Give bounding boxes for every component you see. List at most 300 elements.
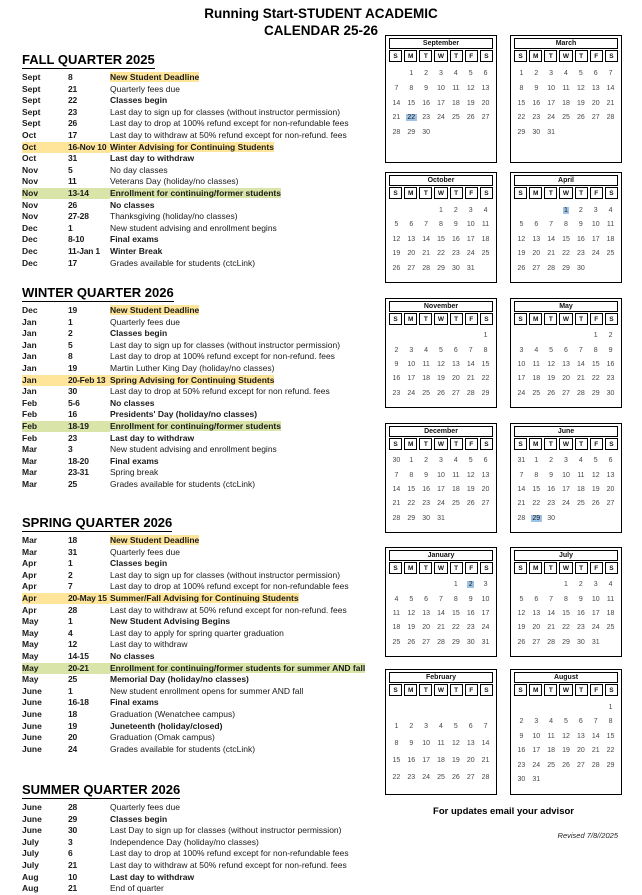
calendar-day-number: 9 — [519, 732, 524, 740]
calendar-day-cell — [404, 457, 419, 465]
calendar-day-cell — [514, 129, 529, 137]
calendar-day-number: 22 — [437, 250, 445, 257]
calendar-day-cell — [514, 776, 529, 784]
calendar-day-number: 13 — [481, 84, 490, 92]
calendar-week-row — [389, 624, 493, 632]
event-month — [22, 686, 68, 698]
event-description — [110, 142, 380, 154]
calendar-day-cell — [544, 762, 559, 770]
calendar-day-number: 29 — [407, 129, 416, 137]
calendar-week-row — [514, 581, 618, 589]
event-date — [68, 616, 110, 628]
calendar-day-number: 11 — [562, 84, 570, 92]
calendar-day-number: 13 — [562, 360, 570, 368]
calendar-day-number: 11 — [452, 471, 460, 479]
calendar-day-header: S — [514, 562, 527, 574]
calendar-day-cell — [478, 457, 493, 465]
calendar-day-number: 30 — [576, 638, 585, 646]
event-month-text: Feb — [22, 432, 38, 443]
event-date — [68, 153, 110, 165]
event-row — [22, 814, 380, 826]
calendar-day-cell — [419, 472, 434, 480]
calendar-day-cell — [603, 515, 618, 523]
calendar-day-number: 6 — [534, 595, 539, 603]
event-date — [68, 258, 110, 270]
calendar-day-number: 16 — [451, 235, 460, 243]
calendar-day-cell — [588, 375, 603, 383]
calendar-day-number: 29 — [562, 638, 570, 646]
calendar-day-number: 4 — [608, 206, 613, 214]
calendar-day-number: 17 — [547, 99, 556, 107]
event-description — [110, 176, 380, 188]
calendar-day-cell — [514, 610, 529, 618]
calendar-day-cell — [514, 85, 529, 93]
calendar-month-title: December — [389, 426, 493, 437]
calendar-day-cell — [463, 723, 478, 731]
calendar-day-cell — [603, 747, 618, 755]
event-month — [22, 328, 68, 340]
calendar-day-cell — [514, 472, 529, 480]
event-description-text: Quarterly fees due — [110, 83, 180, 94]
calendar-day-cell — [419, 144, 434, 152]
calendar-day-cell — [544, 390, 559, 398]
calendar-day-cell — [389, 723, 404, 731]
calendar-day-cell — [478, 129, 493, 137]
calendar-day-number: 24 — [437, 114, 445, 122]
event-description — [110, 200, 380, 212]
calendar-month-title: November — [389, 301, 493, 312]
calendar-day-cell — [544, 733, 559, 741]
calendar-day-cell — [389, 221, 404, 229]
calendar-day-number: 9 — [549, 471, 554, 479]
calendar-month-title: September — [389, 38, 493, 49]
event-row — [22, 697, 380, 709]
event-description-text: Last day to withdraw — [110, 432, 195, 443]
event-date — [68, 663, 110, 675]
calendar-day-cell — [448, 221, 463, 229]
event-date-text: 16-Nov 10 — [68, 142, 110, 154]
calendar-day-cell — [389, 757, 404, 765]
event-description-text: Grades available for students (ctcLink) — [110, 743, 256, 754]
calendar-day-number: 15 — [437, 235, 445, 243]
calendar-day-cell — [559, 733, 574, 741]
event-month-text: Nov — [22, 188, 68, 200]
calendar-day-cell — [478, 144, 493, 152]
event-description-text: Graduation (Wenatchee campus) — [110, 708, 236, 719]
calendar-day-cell — [514, 375, 529, 383]
event-row — [22, 234, 380, 246]
event-description — [110, 375, 380, 387]
calendar-day-header: T — [544, 187, 557, 199]
calendar-day-cell — [448, 486, 463, 494]
event-month-text: July — [22, 859, 40, 870]
event-row — [22, 837, 380, 849]
calendar-day-number: 16 — [576, 235, 585, 243]
event-list — [22, 535, 380, 755]
calendar-day-cell — [573, 361, 588, 369]
calendar-day-number: 25 — [606, 250, 615, 257]
event-row — [22, 223, 380, 235]
event-date — [68, 200, 110, 212]
calendar-day-cell — [389, 486, 404, 494]
calendar-week-row — [514, 762, 618, 770]
calendar-weeks — [514, 697, 618, 791]
calendar-week-row — [389, 706, 493, 714]
event-month — [22, 825, 68, 837]
calendar-day-number: 15 — [562, 235, 570, 243]
calendar-day-header: T — [419, 438, 432, 450]
calendar-day-cell — [573, 747, 588, 755]
calendar-day-cell — [448, 375, 463, 383]
event-date — [68, 456, 110, 468]
event-description-text: Last day to drop at 50% refund except for non refund. fees — [110, 386, 330, 397]
event-date-text: 20-21 — [68, 663, 110, 675]
event-date-text: 21 — [68, 883, 78, 894]
calendar-day-number: 8 — [608, 718, 613, 726]
calendar-week-row — [514, 347, 618, 355]
event-month-text: Apr — [22, 569, 37, 580]
calendar-day-cell — [588, 207, 603, 215]
calendar-week-row — [389, 332, 493, 340]
event-date — [68, 651, 110, 663]
calendar-day-number: 31 — [532, 776, 541, 784]
calendar-day-number: 7 — [468, 346, 473, 354]
calendar-day-number: 30 — [422, 129, 431, 137]
calendar-day-number: 5 — [578, 69, 583, 77]
calendar-day-header: M — [529, 684, 542, 696]
calendar-day-cell — [529, 581, 544, 589]
calendar-day-number: 7 — [394, 84, 399, 92]
event-date-text: 19 — [68, 720, 78, 731]
calendar-month-title: January — [389, 550, 493, 561]
calendar-day-cell — [559, 129, 574, 137]
calendar-day-cell — [529, 85, 544, 93]
calendar-day-cell — [559, 486, 574, 494]
calendar-day-number: 28 — [392, 129, 401, 137]
calendar-day-number: 21 — [422, 250, 431, 257]
calendar-day-number: 3 — [593, 581, 598, 589]
calendar-day-header: W — [559, 313, 572, 325]
event-month-text: Apr — [22, 604, 37, 615]
calendar-day-cell — [514, 144, 529, 152]
calendar-day-cell — [434, 624, 449, 632]
calendar-day-number: 15 — [407, 485, 416, 493]
calendar-day-number: 27 — [481, 114, 490, 122]
calendar-day-number: 22 — [562, 624, 570, 632]
event-row — [22, 848, 380, 860]
event-row — [22, 72, 380, 84]
calendar-day-header: W — [434, 187, 447, 199]
calendar-weeks — [389, 200, 493, 279]
calendar-day-number: 22 — [481, 375, 490, 383]
calendar-day-cell — [603, 361, 618, 369]
calendar-day-cell — [478, 706, 493, 714]
calendar-day-cell — [419, 114, 434, 122]
calendar-day-number: 5 — [394, 221, 399, 228]
calendar-day-cell — [389, 639, 404, 647]
calendar-day-cell — [404, 757, 419, 765]
calendar-day-number: 26 — [466, 114, 475, 122]
page-title — [0, 5, 642, 39]
calendar-day-cell — [573, 100, 588, 108]
event-description-text: No classes — [110, 397, 155, 408]
calendar-day-header: W — [559, 562, 572, 574]
calendar-day-number: 14 — [591, 732, 600, 740]
calendar-day-cell — [478, 265, 493, 273]
calendar-week-row — [514, 70, 618, 78]
event-month-text: Mar — [22, 444, 38, 455]
calendar-day-cell — [544, 361, 559, 369]
calendar-day-cell — [514, 70, 529, 78]
event-row — [22, 479, 380, 491]
event-month-text: July — [22, 848, 40, 859]
calendar-day-header: T — [575, 684, 588, 696]
calendar-day-number: 23 — [532, 114, 541, 122]
calendar-day-cell — [573, 472, 588, 480]
calendar-day-cell — [389, 361, 404, 369]
calendar-day-cell — [529, 250, 544, 258]
event-description-text: New Student Deadline — [110, 535, 200, 545]
calendar-day-number: 6 — [534, 221, 539, 228]
calendar-day-cell — [529, 221, 544, 229]
calendar-day-cell — [448, 144, 463, 152]
event-month-text: May — [22, 650, 39, 661]
event-description — [110, 686, 380, 698]
calendar-day-cell — [603, 718, 618, 726]
calendar-day-cell — [544, 718, 559, 726]
calendar-day-header: S — [605, 562, 618, 574]
calendar-day-number: 3 — [564, 457, 568, 465]
calendar-day-number: 28 — [481, 774, 490, 781]
calendar-day-cell — [588, 762, 603, 770]
calendar-day-header: F — [465, 187, 478, 199]
calendar-month-title: February — [389, 672, 493, 683]
calendar-day-cell — [573, 129, 588, 137]
calendar-day-cell — [559, 596, 574, 604]
calendar-day-number: 26 — [547, 389, 556, 397]
event-month-text: Aug — [22, 871, 39, 882]
calendar-day-header: S — [514, 50, 527, 62]
event-row — [22, 883, 380, 895]
calendar-day-number: 31 — [547, 129, 556, 137]
calendar-week-row — [514, 704, 618, 712]
calendar-day-cell — [573, 718, 588, 726]
calendar-day-number: 29 — [437, 264, 445, 272]
event-date-text: 18-19 — [68, 421, 110, 433]
calendar-day-header: T — [544, 684, 557, 696]
calendar-day-number: 15 — [451, 609, 460, 617]
calendar-day-cell — [434, 581, 449, 589]
calendar-day-cell — [529, 144, 544, 152]
event-month-text: June — [22, 743, 42, 754]
calendar-day-cell — [514, 114, 529, 122]
calendar-week-row — [389, 774, 493, 782]
calendar-day-cell — [463, 221, 478, 229]
calendar-day-cell — [573, 762, 588, 770]
calendar-day-cell — [514, 332, 529, 340]
calendar-day-cell — [559, 375, 574, 383]
calendar-day-number: 22 — [591, 375, 600, 383]
event-month-text: June — [22, 802, 42, 812]
calendar-day-number: 6 — [593, 69, 598, 77]
event-month — [22, 258, 68, 270]
calendar-day-number: 30 — [466, 638, 475, 646]
event-description-text: Quarterly fees due — [110, 802, 180, 812]
calendar-day-number: 15 — [591, 360, 600, 368]
calendar-day-cell — [478, 472, 493, 480]
calendar-day-cell — [514, 486, 529, 494]
event-description-text: Classes begin — [110, 558, 168, 569]
calendar-day-number: 28 — [422, 264, 431, 272]
event-date-text: 16-18 — [68, 697, 89, 708]
calendar-day-cell — [404, 774, 419, 782]
calendar-day-cell — [389, 500, 404, 508]
calendar-day-number: 28 — [547, 264, 556, 272]
calendar-day-cell — [434, 114, 449, 122]
event-row — [22, 421, 380, 433]
calendar-day-cell — [463, 500, 478, 508]
calendar-day-header: M — [404, 313, 417, 325]
calendar-day-number: 29 — [562, 264, 570, 272]
calendar-day-number: 23 — [451, 250, 460, 257]
calendar-day-cell — [544, 114, 559, 122]
calendar-day-cell — [389, 472, 404, 480]
calendar-day-cell — [529, 100, 544, 108]
calendar-week-row — [389, 129, 493, 137]
calendar-day-number: 17 — [407, 375, 416, 383]
calendar-day-cell — [529, 114, 544, 122]
calendar-day-header: F — [465, 313, 478, 325]
calendar-day-header: W — [559, 50, 572, 62]
calendar-day-number: 27 — [562, 389, 570, 397]
event-row — [22, 651, 380, 663]
calendar-day-headers — [514, 187, 618, 199]
event-description — [110, 398, 380, 410]
calendar-day-cell — [404, 390, 419, 398]
calendar-day-header: T — [575, 187, 588, 199]
calendar-day-cell — [419, 515, 434, 523]
event-date — [68, 628, 110, 640]
calendar-day-number: 5 — [453, 723, 458, 730]
calendar-day-number: 2 — [519, 718, 524, 726]
event-date-text: 20 — [68, 732, 78, 743]
event-row — [22, 593, 380, 605]
calendar-day-number: 6 — [424, 595, 429, 603]
event-row — [22, 732, 380, 744]
calendar-day-number-highlighted: 22 — [407, 114, 416, 122]
calendar-day-number: 30 — [392, 457, 401, 465]
calendar-day-cell — [559, 610, 574, 618]
mini-calendar-january — [385, 547, 497, 657]
calendar-day-number: 28 — [547, 638, 556, 646]
event-month — [22, 860, 68, 872]
calendar-day-cell — [573, 704, 588, 712]
calendar-day-cell — [559, 747, 574, 755]
calendar-day-number: 24 — [481, 624, 490, 632]
event-date-text: 24 — [68, 743, 78, 754]
calendar-day-cell — [419, 581, 434, 589]
event-month — [22, 153, 68, 165]
calendar-day-cell — [529, 457, 544, 465]
event-description-text: New student advising and enrollment begins — [110, 222, 277, 233]
calendar-day-number: 24 — [422, 774, 431, 781]
event-date-text: 29 — [68, 813, 78, 824]
calendar-day-header: M — [529, 313, 542, 325]
calendar-day-cell — [544, 486, 559, 494]
calendar-day-header: T — [450, 50, 463, 62]
calendar-day-cell — [588, 236, 603, 244]
calendar-day-cell — [588, 250, 603, 258]
calendar-day-number: 19 — [466, 99, 475, 107]
calendar-day-number: 25 — [437, 774, 445, 781]
calendar-day-cell — [419, 361, 434, 369]
calendar-day-cell — [404, 596, 419, 604]
calendar-day-cell — [448, 515, 463, 523]
event-date-text: 10 — [68, 871, 78, 882]
calendar-day-number: 13 — [591, 84, 600, 92]
calendar-week-row — [514, 624, 618, 632]
event-description — [110, 246, 380, 258]
calendar-day-headers — [514, 562, 618, 574]
quarter-section-fall — [22, 51, 380, 269]
event-date-text: 26 — [68, 118, 78, 129]
event-description — [110, 118, 380, 130]
calendar-day-number: 1 — [564, 581, 568, 589]
calendar-day-number: 30 — [422, 514, 431, 522]
calendar-day-header: M — [404, 50, 417, 62]
calendar-day-number: 1 — [439, 206, 443, 214]
calendar-day-number: 18 — [422, 375, 431, 383]
calendar-day-cell — [448, 265, 463, 273]
event-month-text: Sept — [22, 106, 41, 117]
calendar-day-number: 7 — [578, 346, 583, 354]
calendar-day-cell — [404, 85, 419, 93]
calendar-day-number: 8 — [483, 346, 488, 354]
calendar-day-number: 20 — [562, 375, 570, 383]
event-description — [110, 709, 380, 721]
event-date-text: 30 — [68, 825, 78, 836]
calendar-day-cell — [448, 624, 463, 632]
calendar-day-header: S — [389, 438, 402, 450]
calendar-weeks — [514, 200, 618, 279]
event-date-text: 19 — [68, 362, 78, 373]
calendar-day-number: 6 — [468, 723, 473, 730]
event-row — [22, 107, 380, 119]
event-month-text: Apr — [22, 558, 37, 569]
event-description-text: Spring Advising for Continuing Students — [110, 374, 275, 385]
event-description — [110, 674, 380, 686]
calendar-day-cell — [588, 486, 603, 494]
calendar-day-header: F — [465, 684, 478, 696]
calendar-day-cell — [529, 265, 544, 273]
calendar-week-row — [389, 390, 493, 398]
event-description — [110, 744, 380, 756]
calendar-day-cell — [559, 624, 574, 632]
calendar-day-cell — [463, 129, 478, 137]
event-row — [22, 328, 380, 340]
quarter-title-summer: SUMMER QUARTER 2026 — [22, 782, 181, 797]
event-description — [110, 605, 380, 617]
event-description — [110, 558, 380, 570]
calendar-day-cell — [514, 221, 529, 229]
event-month-text: Jan — [22, 339, 37, 350]
calendar-day-number: 16 — [576, 609, 585, 617]
event-month — [22, 444, 68, 456]
event-description-text: Juneteenth (holiday/closed) — [110, 720, 223, 731]
event-description-text: Presidents' Day (holiday/no classes) — [110, 409, 258, 420]
event-description — [110, 433, 380, 445]
calendar-day-number: 19 — [407, 624, 416, 632]
